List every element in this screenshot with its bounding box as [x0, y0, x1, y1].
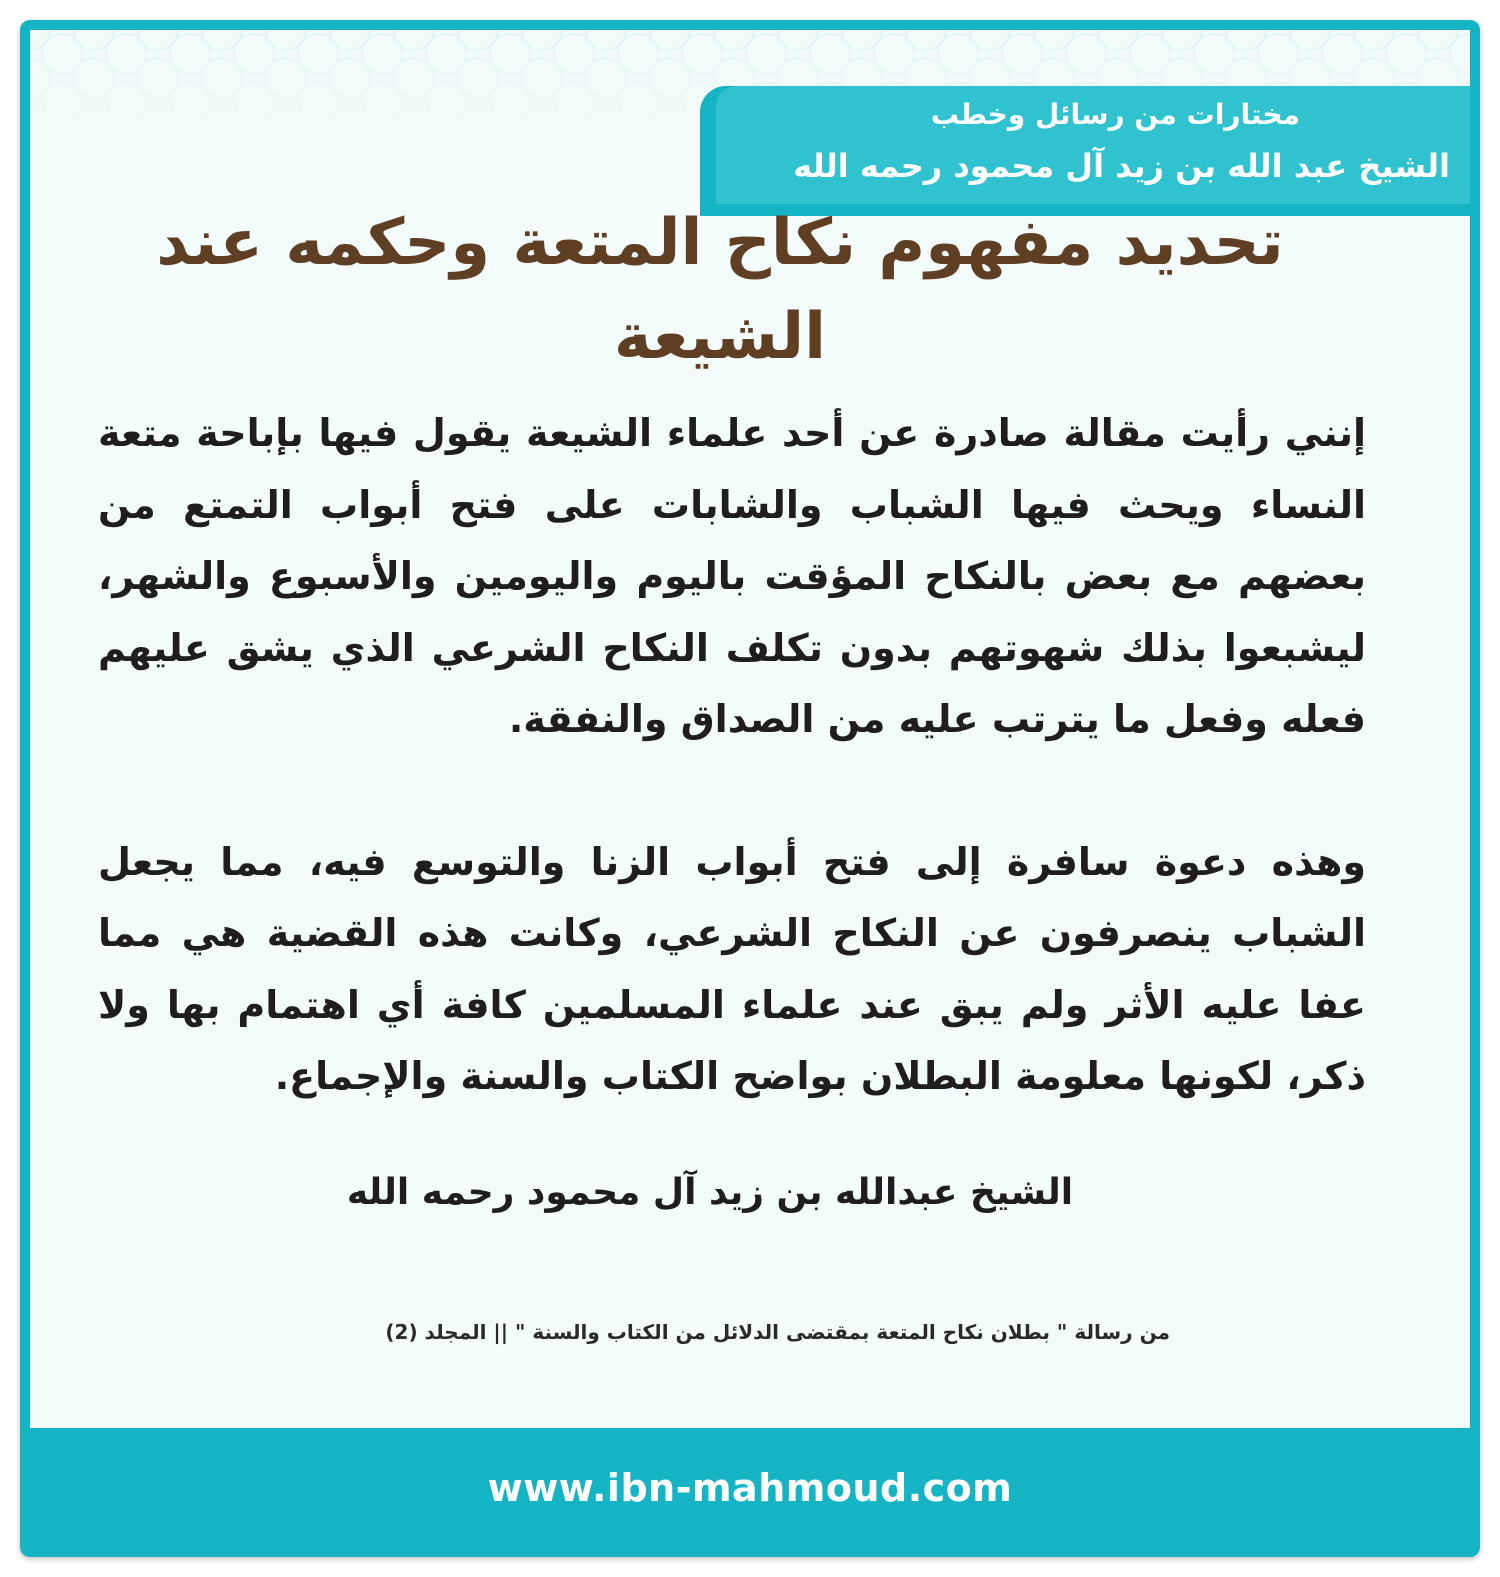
article-body — [98, 398, 1366, 1113]
article-title: تحديد مفهوم نكاح المتعة وحكمه عند الشيعة — [156, 206, 1284, 374]
article-paragraph: وهذه دعوة سافرة إلى فتح أبواب الزنا والتوسع فيه، مما يجعل الشباب ينصرفون عن النكاح الشرعي، وكانت هذه القضية هي مما عفا عليه الأثر ولم يبق عند علماء المسلمين كافة أي اهتمام بها ولا ذكر، لكونها معلومة البطلان بواضح الكتاب والسنة والإجماع. — [98, 839, 1366, 1098]
series-banner-inner — [716, 86, 1470, 204]
series-text — [730, 86, 1450, 204]
source-note: من رسالة " بطلان نكاح المتعة بمقتضى الدلائل من الكتاب والسنة " || المجلد (2) — [385, 1320, 1170, 1344]
series-line-2: الشيخ عبد الله بن زيد آل محمود رحمه الله — [793, 147, 1450, 185]
series-line-1: مختارات من رسائل وخطب — [930, 98, 1300, 131]
article-paragraph: إنني رأيت مقالة صادرة عن أحد علماء الشيعة يقول فيها بإباحة متعة النساء ويحث فيها الشباب والشابات على فتح أبواب التمتع من بعضهم مع بعض بالنكاح المؤقت باليوم واليومين والأسبوع والشهر، ليشبعوا بذلك شهوتهم بدون تكلف النكاح الشرعي الذي يشق عليهم فعله وفعل ما يترتب عليه من الصداق والنفقة. — [98, 411, 1366, 741]
author-signature: الشيخ عبدالله بن زيد آل محمود رحمه الله — [346, 1172, 1074, 1213]
website-link[interactable]: www.ibn-mahmoud.com — [487, 1466, 1013, 1510]
